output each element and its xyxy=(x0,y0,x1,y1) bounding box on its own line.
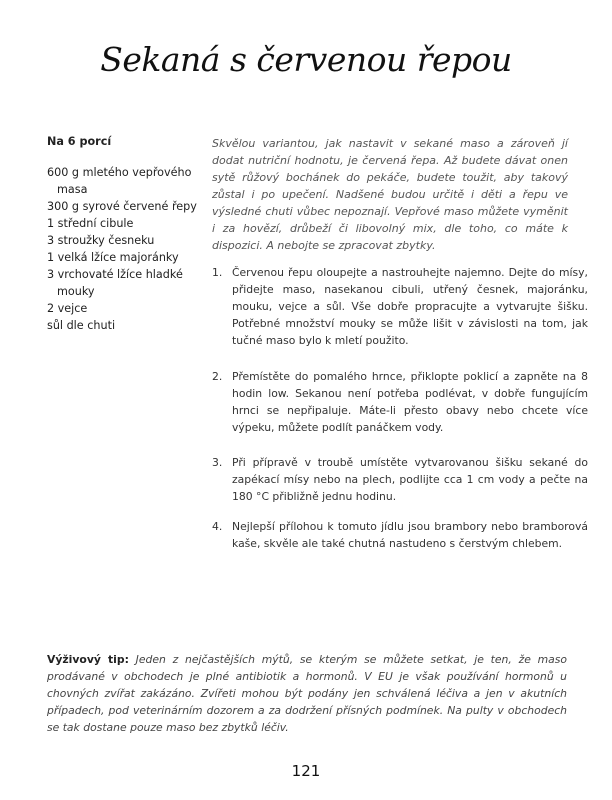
step-number: 4. xyxy=(212,520,223,533)
step-item xyxy=(212,264,588,349)
step-number: 2. xyxy=(212,370,223,383)
step-number: 1. xyxy=(212,266,223,279)
tip-label: Výživový tip: xyxy=(47,653,129,666)
ingredient-item: 600 g mletého vepřového masa xyxy=(47,166,192,196)
step-item xyxy=(212,454,588,505)
ingredient-item: 3 stroužky česneku xyxy=(47,234,155,247)
recipe-title: Sekaná s červenou řepou xyxy=(100,40,512,79)
ingredient-item: sůl dle chuti xyxy=(47,319,116,332)
ingredient-item: 1 velká lžíce majoránky xyxy=(47,251,179,264)
step-item xyxy=(212,518,588,552)
tip-text: Jeden z nejčastějších mýtů, se kterým se můžete setkat, je ten, že maso prodávané v obchodech je plné antibiotik a hormonů. V EU je však používání hormonů u chovných zvířat zakázáno. Zvířeti mohou být podány jen schválená léčiva a jen v akutních případech, pod veterinárním dozorem a za dodržení přísných podmínek. Na pulty v obchodech se tak dostane pouze maso bez zbytků léčiv. xyxy=(47,653,568,734)
servings-heading: Na 6 porcí xyxy=(47,135,112,148)
step-text: Při přípravě v troubě umístěte vytvarovanou šišku sekané do zapékací mísy nebo na plech, podlijte cca 1 cm vody a pečte na 180 °C přibližně jednu hodinu. xyxy=(232,456,588,503)
ingredient-item: 2 vejce xyxy=(47,302,88,315)
step-number: 3. xyxy=(212,456,223,469)
ingredient-item: 3 vrchovaté lžíce hladké mouky xyxy=(47,268,183,298)
page-number: 121 xyxy=(291,762,321,780)
step-item xyxy=(212,368,588,436)
ingredients-list xyxy=(47,133,212,334)
ingredient-item: 1 střední cibule xyxy=(47,217,134,230)
ingredient-item: 300 g syrové červené řepy xyxy=(47,200,197,213)
step-text: Červenou řepu oloupejte a nastrouhejte najemno. Dejte do mísy, přidejte maso, nasekanou cibuli, utřený česnek, majoránku, mouku, vejce a sůl. Vše dobře propracujte a vytvarujte šišku. Potřebné množství mouky se může lišit v závislosti na tom, jak tučné maso bylo k mletí použito. xyxy=(232,266,588,347)
step-text: Přemístěte do pomalého hrnce, přiklopte poklicí a zapněte na 8 hodin low. Sekanou není potřeba podlévat, v dobře fungujícím hrnci se nepřipaluje. Máte-li přesto obavy nebo chcete více výpeku, můžete podlít panáčkem vody. xyxy=(232,370,588,434)
nutrition-tip xyxy=(47,651,567,736)
intro-paragraph: Skvělou variantou, jak nastavit v sekané maso a zároveň jí dodat nutriční hodnotu, je červená řepa. Až budete dávat onen sytě růžový bochánek do pekáče, budete toužit, aby takový zůstal i po upečení. Nadšené budou určitě i děti a řepu ve výsledné chuti vůbec nepoznají. Vepřové maso můžete vyměnit i za hovězí, drůbeží či libovolný mix, dle toho, co máte k dispozici. A nebojte se zpracovat zbytky. xyxy=(212,137,568,252)
step-text: Nejlepší přílohou k tomuto jídlu jsou brambory nebo bramborová kaše, skvěle ale také chutná nastudeno s čerstvým chlebem. xyxy=(232,520,588,550)
